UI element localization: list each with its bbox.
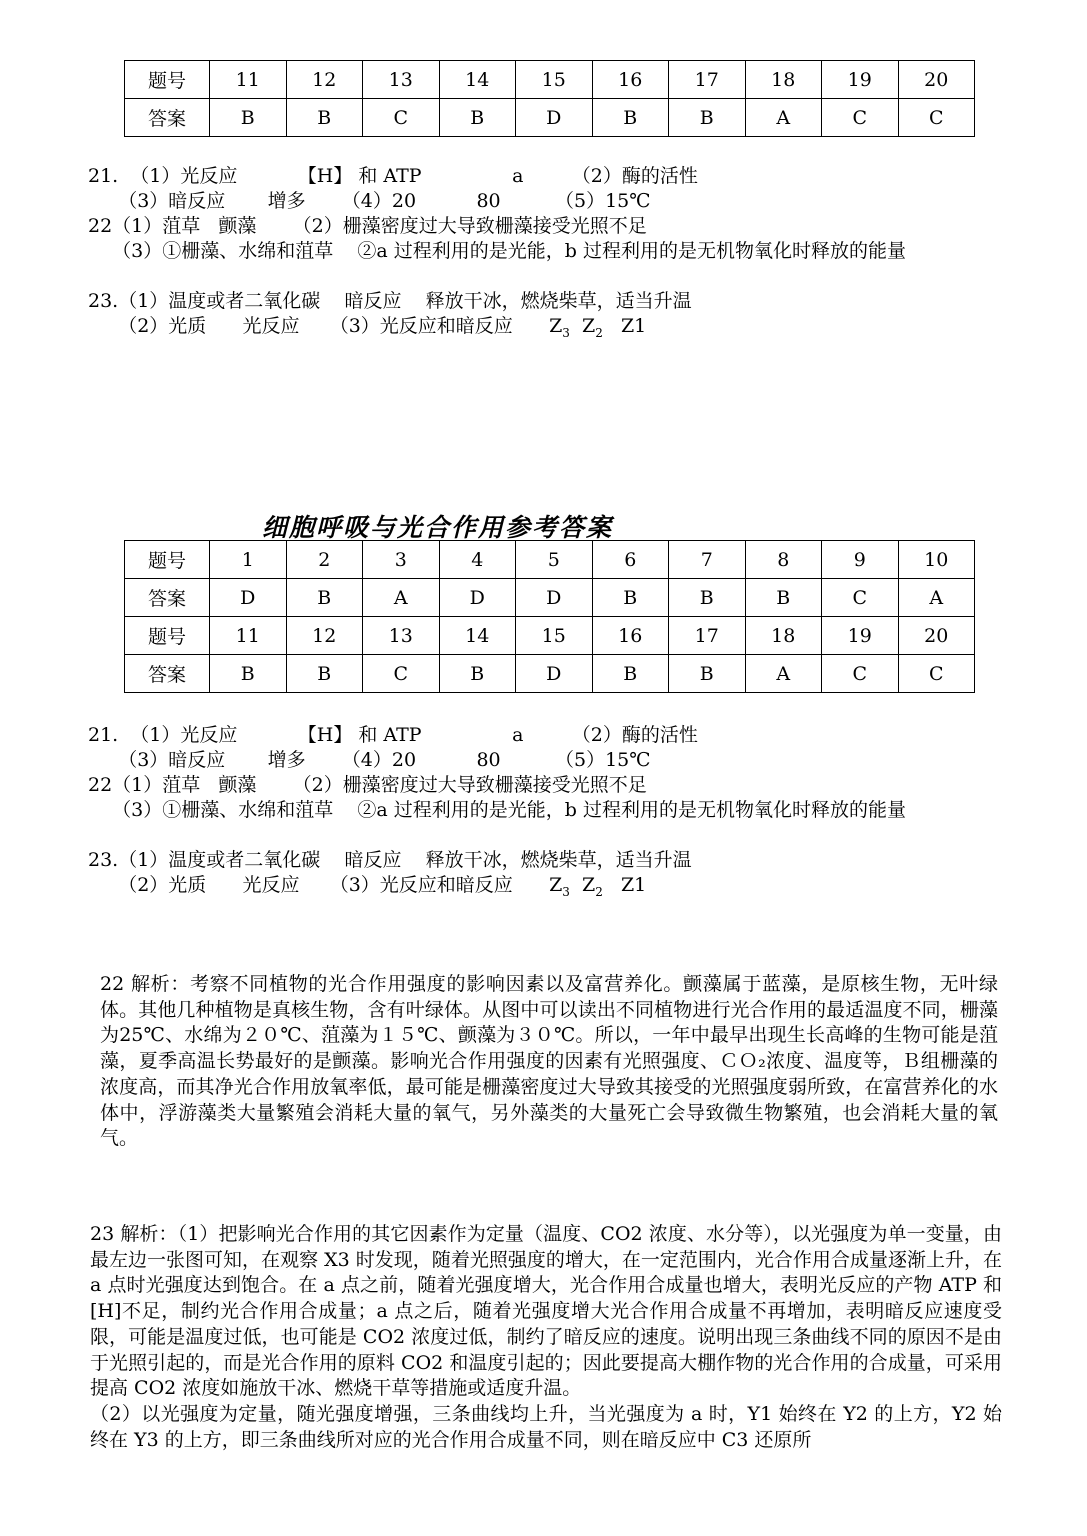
table-cell: B <box>669 99 746 137</box>
q22-line1: 22（1）菹草 颤藻 （2）栅藻密度过大导致栅藻接受光照不足 <box>88 215 647 237</box>
table-cell: B <box>439 99 516 137</box>
table-row <box>125 579 975 617</box>
q22-line2: （3）①栅藻、水绵和菹草 ②a 过程利用的是光能，b 过程利用的是无机物氧化时释放的能量 <box>88 240 906 262</box>
table-cell: 6 <box>592 541 669 579</box>
table-cell: 9 <box>822 541 899 579</box>
table-cell: 4 <box>439 541 516 579</box>
table-cell: 18 <box>745 61 822 99</box>
table-cell: 16 <box>592 61 669 99</box>
q21-line2: （3）暗反应 增多 （4）20 80 （5）15℃ <box>88 190 651 212</box>
row-label: 题号 <box>125 61 210 99</box>
table-cell: 12 <box>286 61 363 99</box>
table-cell: 15 <box>516 617 593 655</box>
table-cell: 20 <box>898 617 975 655</box>
table-cell: 7 <box>669 541 746 579</box>
table-cell: 1 <box>210 541 287 579</box>
table-cell: 16 <box>592 617 669 655</box>
table-cell: 13 <box>363 61 440 99</box>
row-label: 答案 <box>125 579 210 617</box>
table-row <box>125 99 975 137</box>
table-cell: 15 <box>516 61 593 99</box>
table-cell: D <box>439 579 516 617</box>
table-cell: A <box>363 579 440 617</box>
table-row <box>125 541 975 579</box>
table-cell: 19 <box>822 61 899 99</box>
q23-line1: 23.（1）温度或者二氧化碳 暗反应 释放干冰，燃烧柴草，适当升温 <box>88 290 692 312</box>
table-cell: 17 <box>669 617 746 655</box>
table-cell: B <box>745 579 822 617</box>
table-cell: 11 <box>210 617 287 655</box>
table-cell: A <box>745 99 822 137</box>
q23-line1: 23.（1）温度或者二氧化碳 暗反应 释放干冰，燃烧柴草，适当升温 <box>88 849 692 871</box>
q23-line2: （2）光质 光反应 （3）光反应和暗反应 $Z_3$ $Z_2$ Z1 <box>88 315 647 340</box>
table-cell: 2 <box>286 541 363 579</box>
table-cell: 20 <box>898 61 975 99</box>
table-cell: B <box>286 655 363 693</box>
table-cell: D <box>516 99 593 137</box>
table-cell: C <box>822 655 899 693</box>
table-row <box>125 655 975 693</box>
table-cell: 8 <box>745 541 822 579</box>
table-cell: 19 <box>822 617 899 655</box>
analysis-23-paragraph-2: （2）以光强度为定量，随光强度增强，三条曲线均上升，当光强度为 a 时，Y1 始终在 Y2 的上方，Y2 始终在 Y3 的上方，即三条曲线所对应的光合作用合成量不同，则在暗反应中 C3 还原所 <box>90 1402 1002 1451</box>
table-cell: C <box>363 99 440 137</box>
q21-line1: 21. （1）光反应 【H】 和 ATP a （2）酶的活性 <box>88 724 698 746</box>
table-cell: B <box>210 655 287 693</box>
section-title: 细胞呼吸与光合作用参考答案 <box>262 513 614 542</box>
table-row <box>125 61 975 99</box>
table-cell: C <box>898 99 975 137</box>
table-cell: 18 <box>745 617 822 655</box>
analysis-22 <box>100 972 998 1152</box>
table-cell: 5 <box>516 541 593 579</box>
table-cell: D <box>516 655 593 693</box>
table-cell: C <box>898 655 975 693</box>
row-label: 题号 <box>125 617 210 655</box>
table-cell: 13 <box>363 617 440 655</box>
table-cell: B <box>286 99 363 137</box>
row-label: 题号 <box>125 541 210 579</box>
table-cell: C <box>822 99 899 137</box>
table-cell: B <box>439 655 516 693</box>
analysis-23-paragraph-1: 23 解析：（1）把影响光合作用的其它因素作为定量（温度、CO2 浓度、水分等），以光强度为单一变量，由最左边一张图可知，在观察 X3 时发现，随着光照强度的增大，在一定范围内，光合作用合成量逐渐上升，在 a 点时光强度达到饱合。在 a 点之前，随着光强度增大，光合作用合成量也增大，表明光反应的产物 ATP 和[H]不足，制约光合作用合成量；a 点之后，随着光强度增大光合作用合成量不再增加，表明暗反应速度受限，可能是温度过低，也可能是 CO2 浓度过低，制约了暗反应的速度。说明出现三条曲线不同的原因不是由于光照引起的，而是光合作用的原料 CO2 和温度引起的；因此要提高大棚作物的光合作用的合成量，可采用提高 CO2 浓度如施放干冰、燃烧干草等措施或适度升温。 <box>90 1223 1002 1400</box>
table-cell: 14 <box>439 617 516 655</box>
table-cell: B <box>286 579 363 617</box>
row-label: 答案 <box>125 99 210 137</box>
table-cell: B <box>210 99 287 137</box>
table-cell: B <box>669 579 746 617</box>
q22-line2: （3）①栅藻、水绵和菹草 ②a 过程利用的是光能，b 过程利用的是无机物氧化时释放的能量 <box>88 799 906 821</box>
table-cell: 3 <box>363 541 440 579</box>
table-cell: B <box>669 655 746 693</box>
main-answer-table <box>124 540 975 693</box>
table-cell: B <box>592 655 669 693</box>
table-cell: B <box>592 579 669 617</box>
q23-line2: （2）光质 光反应 （3）光反应和暗反应 $Z_3$ $Z_2$ Z1 <box>88 874 647 899</box>
table-cell: 14 <box>439 61 516 99</box>
table-cell: 10 <box>898 541 975 579</box>
top-answer-table <box>124 60 975 137</box>
q21-line1: 21. （1）光反应 【H】 和 ATP a （2）酶的活性 <box>88 165 698 187</box>
table-cell: A <box>745 655 822 693</box>
table-cell: D <box>210 579 287 617</box>
table-cell: D <box>516 579 593 617</box>
table-cell: B <box>592 99 669 137</box>
analysis-23 <box>90 1222 1002 1453</box>
table-cell: 17 <box>669 61 746 99</box>
table-cell: 12 <box>286 617 363 655</box>
table-cell: 11 <box>210 61 287 99</box>
table-cell: C <box>822 579 899 617</box>
table-cell: A <box>898 579 975 617</box>
table-cell: C <box>363 655 440 693</box>
q21-line2: （3）暗反应 增多 （4）20 80 （5）15℃ <box>88 749 651 771</box>
analysis-22-paragraph: 22 解析：考察不同植物的光合作用强度的影响因素以及富营养化。颤藻属于蓝藻，是原核生物，无叶绿体。其他几种植物是真核生物，含有叶绿体。从图中可以读出不同植物进行光合作用的最适温度不同，栅藻为25℃、水绵为２０℃、菹藻为１５℃、颤藻为３０℃。所以，一年中最早出现生长高峰的生物可能是菹藻，夏季高温长势最好的是颤藻。影响光合作用强度的因素有光照强度、ＣＯ₂浓度、温度等，Ｂ组栅藻的浓度高，而其净光合作用放氧率低，最可能是栅藻密度过大导致其接受的光照强度弱所致，在富营养化的水体中，浮游藻类大量繁殖会消耗大量的氧气，另外藻类的大量死亡会导致微生物繁殖，也会消耗大量的氧气。 <box>100 973 998 1150</box>
table-row <box>125 617 975 655</box>
q22-line1: 22（1）菹草 颤藻 （2）栅藻密度过大导致栅藻接受光照不足 <box>88 774 647 796</box>
row-label: 答案 <box>125 655 210 693</box>
